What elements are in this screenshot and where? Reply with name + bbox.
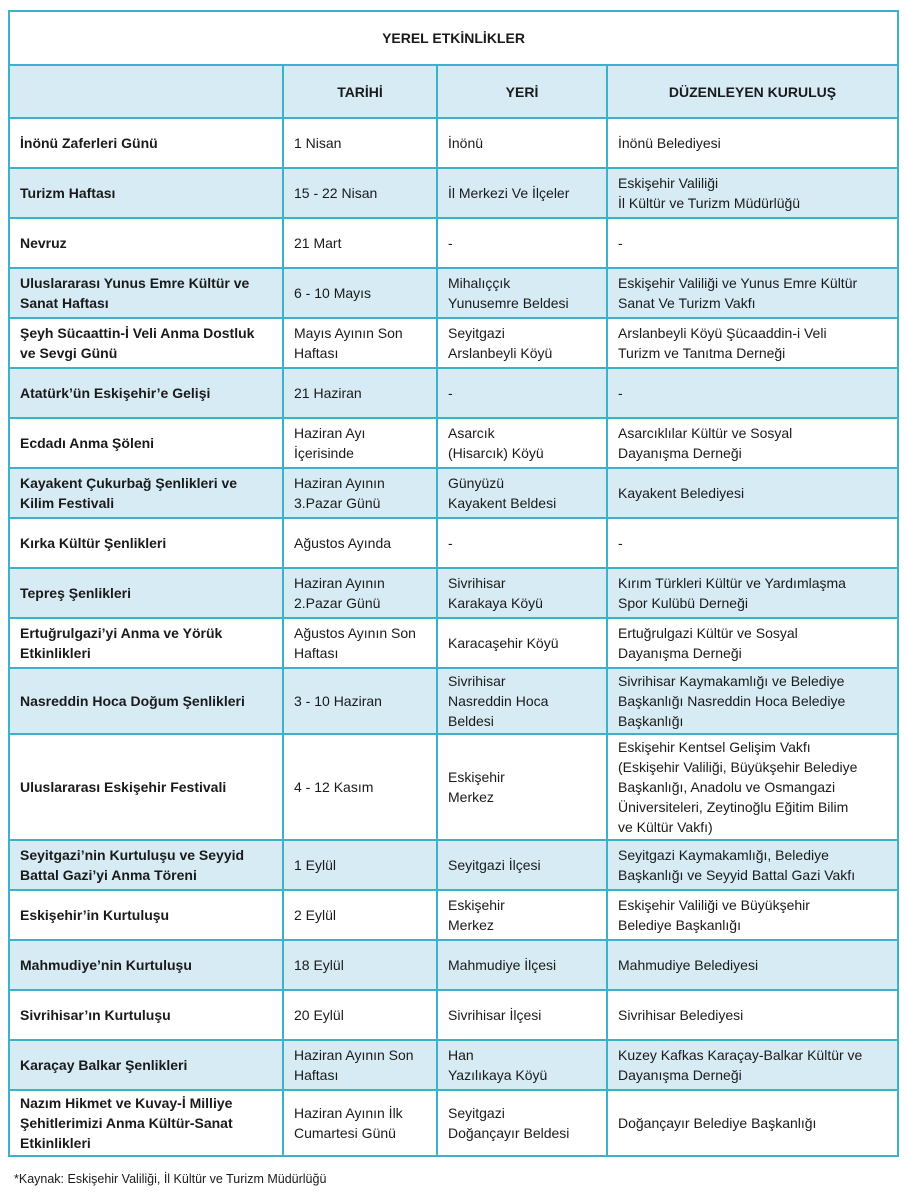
organizer-cell [607,734,898,840]
cell-text-line: - [618,235,623,251]
organizer-cell [607,618,898,668]
table-row [9,1040,898,1090]
cell-text-line: ve Sevgi Günü [20,345,118,361]
cell-text-line: İnönü [448,135,484,151]
organizer-cell [607,840,898,890]
date-cell [283,118,437,168]
date-cell [283,890,437,940]
event-name-cell [9,218,283,268]
organizer-cell [607,418,898,468]
cell-text-line: Ertuğrulgazi Kültür ve Sosyal [618,625,798,641]
event-name-cell [9,468,283,518]
cell-text-line: Başkanlığı, Anadolu ve Osmangazi [618,779,836,795]
cell-text-line: 15 - 22 Nisan [294,185,378,201]
place-cell [437,518,607,568]
table-row [9,468,898,518]
date-cell [283,1040,437,1090]
place-cell [437,1040,607,1090]
table-row [9,990,898,1040]
header-date: TARİHİ [283,65,437,118]
cell-text-line: Haziran Ayının Son [294,1047,414,1063]
cell-text-line: Sivrihisar Belediyesi [618,1007,744,1023]
cell-text-line: Asarcıklılar Kültür ve Sosyal [618,425,793,441]
cell-text-line: 21 Haziran [294,385,362,401]
cell-text-line: Dayanışma Derneği [618,1067,742,1083]
cell-text-line: Turizm Haftası [20,185,116,201]
organizer-cell [607,568,898,618]
cell-text-line: Seyitgazi İlçesi [448,857,541,873]
cell-text-line: Sanat Ve Turizm Vakfı [618,295,756,311]
table-row [9,318,898,368]
cell-text-line: Etkinlikleri [20,645,91,661]
cell-text-line: ve Kültür Vakfı) [618,819,713,835]
cell-text-line: Haziran Ayının [294,475,385,491]
place-cell [437,218,607,268]
date-cell [283,268,437,318]
event-name-cell [9,734,283,840]
cell-text-line: Nevruz [20,235,67,251]
date-cell [283,568,437,618]
cell-text-line: - [448,235,453,251]
cell-text-line: Sivrihisar İlçesi [448,1007,542,1023]
cell-text-line: Kırım Türkleri Kültür ve Yardımlaşma [618,575,846,591]
cell-text-line: Battal Gazi’yi Anma Töreni [20,867,197,883]
organizer-cell [607,890,898,940]
event-name-cell [9,368,283,418]
cell-text-line: - [448,385,453,401]
cell-text-line: Dayanışma Derneği [618,645,742,661]
header-event [9,65,283,118]
cell-text-line: 18 Eylül [294,957,344,973]
cell-text-line: Kayakent Çukurbağ Şenlikleri ve [20,475,238,491]
cell-text-line: 20 Eylül [294,1007,344,1023]
cell-text-line: Ertuğrulgazi’yi Anma ve Yörük [20,625,223,641]
table-row [9,118,898,168]
date-cell [283,468,437,518]
place-cell [437,940,607,990]
header-organizer: DÜZENLEYEN KURULUŞ [607,65,898,118]
cell-text-line: Haftası [294,1067,339,1083]
table-body [9,118,898,1156]
organizer-cell [607,940,898,990]
place-cell [437,168,607,218]
cell-text-line: Merkez [448,789,494,805]
place-cell [437,668,607,734]
table-row [9,840,898,890]
cell-text-line: Karaçay Balkar Şenlikleri [20,1057,188,1073]
event-name-cell [9,940,283,990]
cell-text-line: Karakaya Köyü [448,595,543,611]
cell-text-line: Belediye Başkanlığı [618,917,741,933]
cell-text-line: 1 Nisan [294,135,342,151]
organizer-cell [607,668,898,734]
cell-text-line: Merkez [448,917,494,933]
cell-text-line: - [618,385,623,401]
cell-text-line: Sanat Haftası [20,295,109,311]
cell-text-line: Nazım Hikmet ve Kuvay-İ Milliye [20,1095,233,1111]
cell-text-line: Eskişehir Kentsel Gelişim Vakfı [618,739,811,755]
place-cell [437,118,607,168]
date-cell [283,734,437,840]
cell-text-line: Cumartesi Günü [294,1125,396,1141]
cell-text-line: Eskişehir [448,769,505,785]
cell-text-line: Etkinlikleri [20,1135,91,1151]
event-name-cell [9,268,283,318]
place-cell [437,268,607,318]
cell-text-line: Başkanlığı Nasreddin Hoca Belediye [618,693,846,709]
cell-text-line: Yazılıkaya Köyü [448,1067,548,1083]
table-row [9,368,898,418]
table-row [9,168,898,218]
cell-text-line: Haftası [294,645,339,661]
cell-text-line: Şeyh Sücaattin-İ Veli Anma Dostluk [20,325,255,341]
cell-text-line: 3.Pazar Günü [294,495,381,511]
cell-text-line: Asarcık [448,425,495,441]
cell-text-line: Sivrihisar [448,673,506,689]
cell-text-line: 6 - 10 Mayıs [294,285,372,301]
cell-text-line: (Eskişehir Valiliği, Büyükşehir Belediye [618,759,858,775]
place-cell [437,734,607,840]
date-cell [283,840,437,890]
cell-text-line: Sivrihisar [448,575,506,591]
date-cell [283,218,437,268]
cell-text-line: Haziran Ayının [294,575,385,591]
cell-text-line: Başkanlığı [618,713,684,729]
cell-text-line: Turizm ve Tanıtma Derneği [618,345,786,361]
cell-text-line: Eskişehir Valiliği ve Yunus Emre Kültür [618,275,858,291]
organizer-cell [607,990,898,1040]
event-name-cell [9,168,283,218]
cell-text-line: Karacaşehir Köyü [448,635,559,651]
cell-text-line: Sivrihisar’ın Kurtuluşu [20,1007,171,1023]
cell-text-line: Seyitgazi’nin Kurtuluşu ve Seyyid [20,847,245,863]
table-row [9,618,898,668]
cell-text-line: Haftası [294,345,339,361]
cell-text-line: Kuzey Kafkas Karaçay-Balkar Kültür ve [618,1047,863,1063]
cell-text-line: Ecdadı Anma Şöleni [20,435,155,451]
cell-text-line: Seyitgazi [448,325,505,341]
date-cell [283,618,437,668]
event-name-cell [9,568,283,618]
cell-text-line: 21 Mart [294,235,342,251]
cell-text-line: İl Merkezi Ve İlçeler [448,185,570,201]
event-name-cell [9,318,283,368]
cell-text-line: Seyitgazi [448,1105,505,1121]
table-row [9,218,898,268]
cell-text-line: Dayanışma Derneği [618,445,742,461]
date-cell [283,168,437,218]
cell-text-line: Nasreddin Hoca [448,693,549,709]
event-name-cell [9,618,283,668]
date-cell [283,940,437,990]
cell-text-line: Üniversiteleri, Zeytinoğlu Eğitim Bilim [618,799,849,815]
event-name-cell [9,990,283,1040]
table-row [9,890,898,940]
date-cell [283,318,437,368]
table-row [9,668,898,734]
cell-text-line: Seyitgazi Kaymakamlığı, Belediye [618,847,829,863]
place-cell [437,468,607,518]
cell-text-line: Eskişehir Valiliği ve Büyükşehir [618,897,810,913]
place-cell [437,368,607,418]
cell-text-line: Şehitlerimizi Anma Kültür-Sanat [20,1115,233,1131]
cell-text-line: Arslanbeyli Köyü [448,345,553,361]
cell-text-line: İçerisinde [294,445,354,461]
cell-text-line: Tepreş Şenlikleri [20,585,132,601]
cell-text-line: 2.Pazar Günü [294,595,381,611]
cell-text-line: Başkanlığı ve Seyyid Battal Gazi Vakfı [618,867,856,883]
source-note: *Kaynak: Eskişehir Valiliği, İl Kültür ve Turizm Müdürlüğü [14,1172,327,1186]
cell-text-line: Mahmudiye’nin Kurtuluşu [20,957,192,973]
organizer-cell [607,318,898,368]
place-cell [437,418,607,468]
event-name-cell [9,518,283,568]
cell-text-line: İnönü Zaferleri Günü [20,135,158,151]
cell-text-line: 1 Eylül [294,857,337,873]
cell-text-line: Mahmudiye İlçesi [448,957,557,973]
cell-text-line: Mayıs Ayının Son [294,325,403,341]
cell-text-line: Arslanbeyli Köyü Şücaaddin-i Veli [618,325,827,341]
event-name-cell [9,668,283,734]
date-cell [283,668,437,734]
header-place: YERİ [437,65,607,118]
event-name-cell [9,1040,283,1090]
cell-text-line: Kayakent Belediyesi [618,485,745,501]
place-cell [437,618,607,668]
local-events-table [8,10,899,1157]
place-cell [437,990,607,1040]
place-cell [437,840,607,890]
event-name-cell [9,118,283,168]
organizer-cell [607,1040,898,1090]
cell-text-line: Uluslararası Yunus Emre Kültür ve [20,275,250,291]
cell-text-line: (Hisarcık) Köyü [448,445,544,461]
organizer-cell [607,1090,898,1156]
cell-text-line: 3 - 10 Haziran [294,693,382,709]
cell-text-line: Spor Kulübü Derneği [618,595,748,611]
cell-text-line: Atatürk’ün Eskişehir’e Gelişi [20,385,211,401]
cell-text-line: 4 - 12 Kasım [294,779,374,795]
organizer-cell [607,268,898,318]
cell-text-line: Kırka Kültür Şenlikleri [20,535,167,551]
date-cell [283,518,437,568]
event-name-cell [9,418,283,468]
place-cell [437,568,607,618]
organizer-cell [607,218,898,268]
date-cell [283,1090,437,1156]
cell-text-line: - [448,535,453,551]
place-cell [437,890,607,940]
table-row [9,268,898,318]
cell-text-line: Nasreddin Hoca Doğum Şenlikleri [20,693,245,709]
event-name-cell [9,890,283,940]
cell-text-line: Doğançayır Beldesi [448,1125,570,1141]
events-table-container [8,10,897,1157]
cell-text-line: Günyüzü [448,475,505,491]
organizer-cell [607,118,898,168]
cell-text-line: Eskişehir’in Kurtuluşu [20,907,170,923]
cell-text-line: Beldesi [448,713,494,729]
cell-text-line: Kayakent Beldesi [448,495,557,511]
cell-text-line: Yunusemre Beldesi [448,295,569,311]
cell-text-line: İnönü Belediyesi [618,135,721,151]
cell-text-line: Mahmudiye Belediyesi [618,957,759,973]
organizer-cell [607,368,898,418]
cell-text-line: - [618,535,623,551]
cell-text-line: Ağustos Ayının Son [294,625,416,641]
cell-text-line: Eskişehir Valiliği [618,175,719,191]
cell-text-line: Haziran Ayı [294,425,366,441]
cell-text-line: Ağustos Ayında [294,535,392,551]
organizer-cell [607,168,898,218]
table-row [9,418,898,468]
table-row [9,568,898,618]
table-title: YEREL ETKİNLİKLER [9,11,898,65]
table-row [9,940,898,990]
cell-text-line: Sivrihisar Kaymakamlığı ve Belediye [618,673,845,689]
cell-text-line: Eskişehir [448,897,505,913]
cell-text-line: Doğançayır Belediye Başkanlığı [618,1115,817,1131]
cell-text-line: Uluslararası Eskişehir Festivali [20,779,227,795]
cell-text-line: Kilim Festivali [20,495,115,511]
event-name-cell [9,1090,283,1156]
cell-text-line: Haziran Ayının İlk [294,1105,403,1121]
cell-text-line: İl Kültür ve Turizm Müdürlüğü [618,195,801,211]
table-row [9,518,898,568]
organizer-cell [607,468,898,518]
organizer-cell [607,518,898,568]
table-row [9,734,898,840]
cell-text-line: 2 Eylül [294,907,337,923]
place-cell [437,318,607,368]
table-row [9,1090,898,1156]
cell-text-line: Mihalıççık [448,275,511,291]
date-cell [283,418,437,468]
date-cell [283,990,437,1040]
cell-text-line: Han [448,1047,474,1063]
date-cell [283,368,437,418]
event-name-cell [9,840,283,890]
place-cell [437,1090,607,1156]
